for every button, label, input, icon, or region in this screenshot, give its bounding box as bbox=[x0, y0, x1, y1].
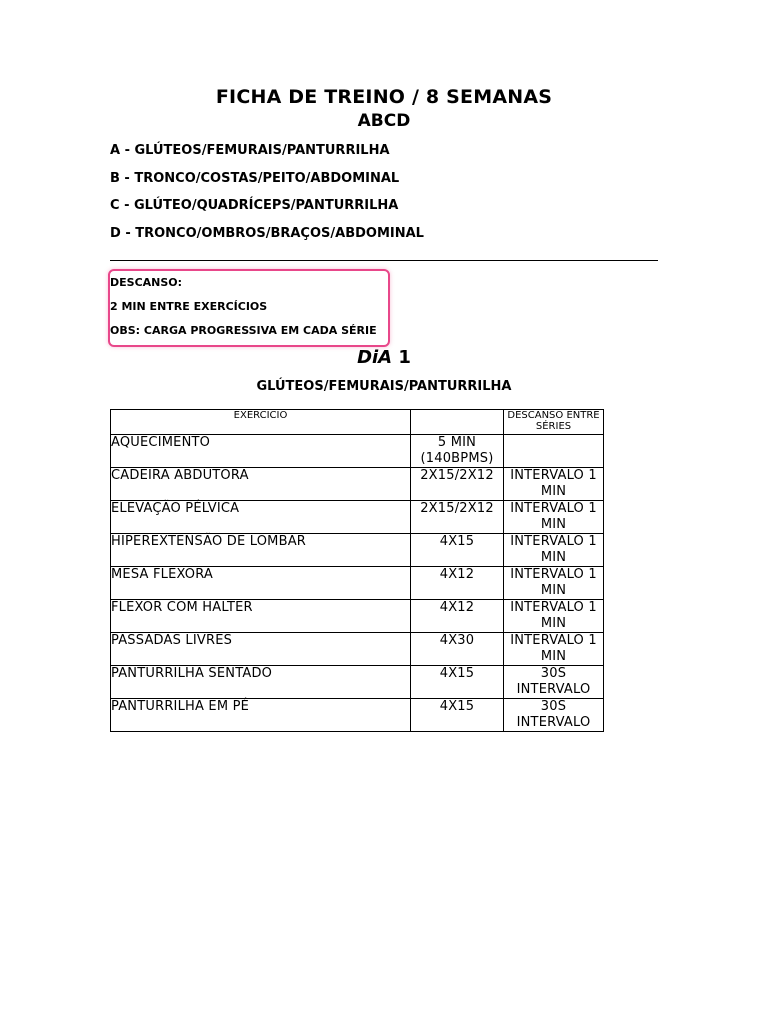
header-sets bbox=[411, 410, 504, 435]
header-rest: DESCANSO ENTRE SÉRIES bbox=[504, 410, 604, 435]
group-a: A - GLÚTEOS/FEMURAIS/PANTURRILHA bbox=[110, 143, 390, 158]
table-row bbox=[111, 666, 604, 699]
sets-cell: 2X15/2X12 bbox=[411, 501, 504, 534]
exercise-cell: PANTURRILHA EM PÉ bbox=[111, 699, 411, 732]
rest-cell bbox=[504, 435, 604, 468]
group-c: C - GLÚTEO/QUADRÍCEPS/PANTURRILHA bbox=[110, 198, 399, 214]
sets-cell: 4X15 bbox=[411, 534, 504, 567]
rest-cell: INTERVALO 1 MIN bbox=[504, 567, 604, 600]
table-row bbox=[111, 468, 604, 501]
table-row bbox=[111, 600, 604, 633]
rest-cell: INTERVALO 1 MIN bbox=[504, 501, 604, 534]
exercise-cell: PASSADAS LIVRES bbox=[111, 633, 411, 666]
exercise-cell: ELEVAÇÃO PÉLVICA bbox=[111, 501, 411, 534]
rest-cell: INTERVALO 1 MIN bbox=[504, 534, 604, 567]
page-title: FICHA DE TREINO / 8 SEMANAS bbox=[215, 86, 553, 108]
page-subtitle: ABCD bbox=[357, 111, 411, 131]
day-word: DiA bbox=[357, 347, 393, 368]
sets-cell: 2X15/2X12 bbox=[411, 468, 504, 501]
rest-cell: INTERVALO 1 MIN bbox=[504, 468, 604, 501]
rest-cell: INTERVALO 1 MIN bbox=[504, 600, 604, 633]
divider-line bbox=[110, 260, 658, 261]
table-row bbox=[111, 435, 604, 468]
table-header-row bbox=[111, 410, 604, 435]
group-d: D - TRONCO/OMBROS/BRAÇOS/ABDOMINAL bbox=[110, 226, 424, 242]
sets-cell: 4X15 bbox=[411, 699, 504, 732]
exercise-cell: AQUECIMENTO bbox=[111, 435, 411, 468]
sets-cell: 4X12 bbox=[411, 567, 504, 600]
sets-cell: 4X12 bbox=[411, 600, 504, 633]
table-row bbox=[111, 633, 604, 666]
exercise-cell: PANTURRILHA SENTADO bbox=[111, 666, 411, 699]
rest-between-exercises: 2 MIN ENTRE EXERCÍCIOS bbox=[110, 300, 268, 313]
header-exercise: EXERCICIO bbox=[111, 410, 411, 435]
sets-cell: 5 MIN (140BPMS) bbox=[411, 435, 504, 468]
rest-cell: 30S INTERVALO bbox=[504, 699, 604, 732]
rest-cell: 30S INTERVALO bbox=[504, 666, 604, 699]
day-focus: GLÚTEOS/FEMURAIS/PANTURRILHA bbox=[256, 379, 512, 394]
exercise-cell: CADEIRA ABDUTORA bbox=[111, 468, 411, 501]
day-number: 1 bbox=[398, 347, 411, 368]
sets-cell: 4X15 bbox=[411, 666, 504, 699]
progressive-load-note: OBS: CARGA PROGRESSIVA EM CADA SÉRIE bbox=[110, 324, 377, 337]
group-b: B - TRONCO/COSTAS/PEITO/ABDOMINAL bbox=[110, 170, 400, 186]
table-row bbox=[111, 699, 604, 732]
exercise-cell: HIPEREXTENSÃO DE LOMBAR bbox=[111, 534, 411, 567]
rest-cell: INTERVALO 1 MIN bbox=[504, 633, 604, 666]
table-row bbox=[111, 567, 604, 600]
workout-table bbox=[110, 409, 604, 732]
table-row bbox=[111, 534, 604, 567]
table-row bbox=[111, 501, 604, 534]
exercise-cell: MESA FLEXORA bbox=[111, 567, 411, 600]
day-heading bbox=[0, 347, 768, 368]
rest-label: DESCANSO: bbox=[110, 276, 183, 289]
exercise-cell: FLEXOR COM HALTER bbox=[111, 600, 411, 633]
training-groups-list bbox=[110, 142, 424, 253]
sets-cell: 4X30 bbox=[411, 633, 504, 666]
